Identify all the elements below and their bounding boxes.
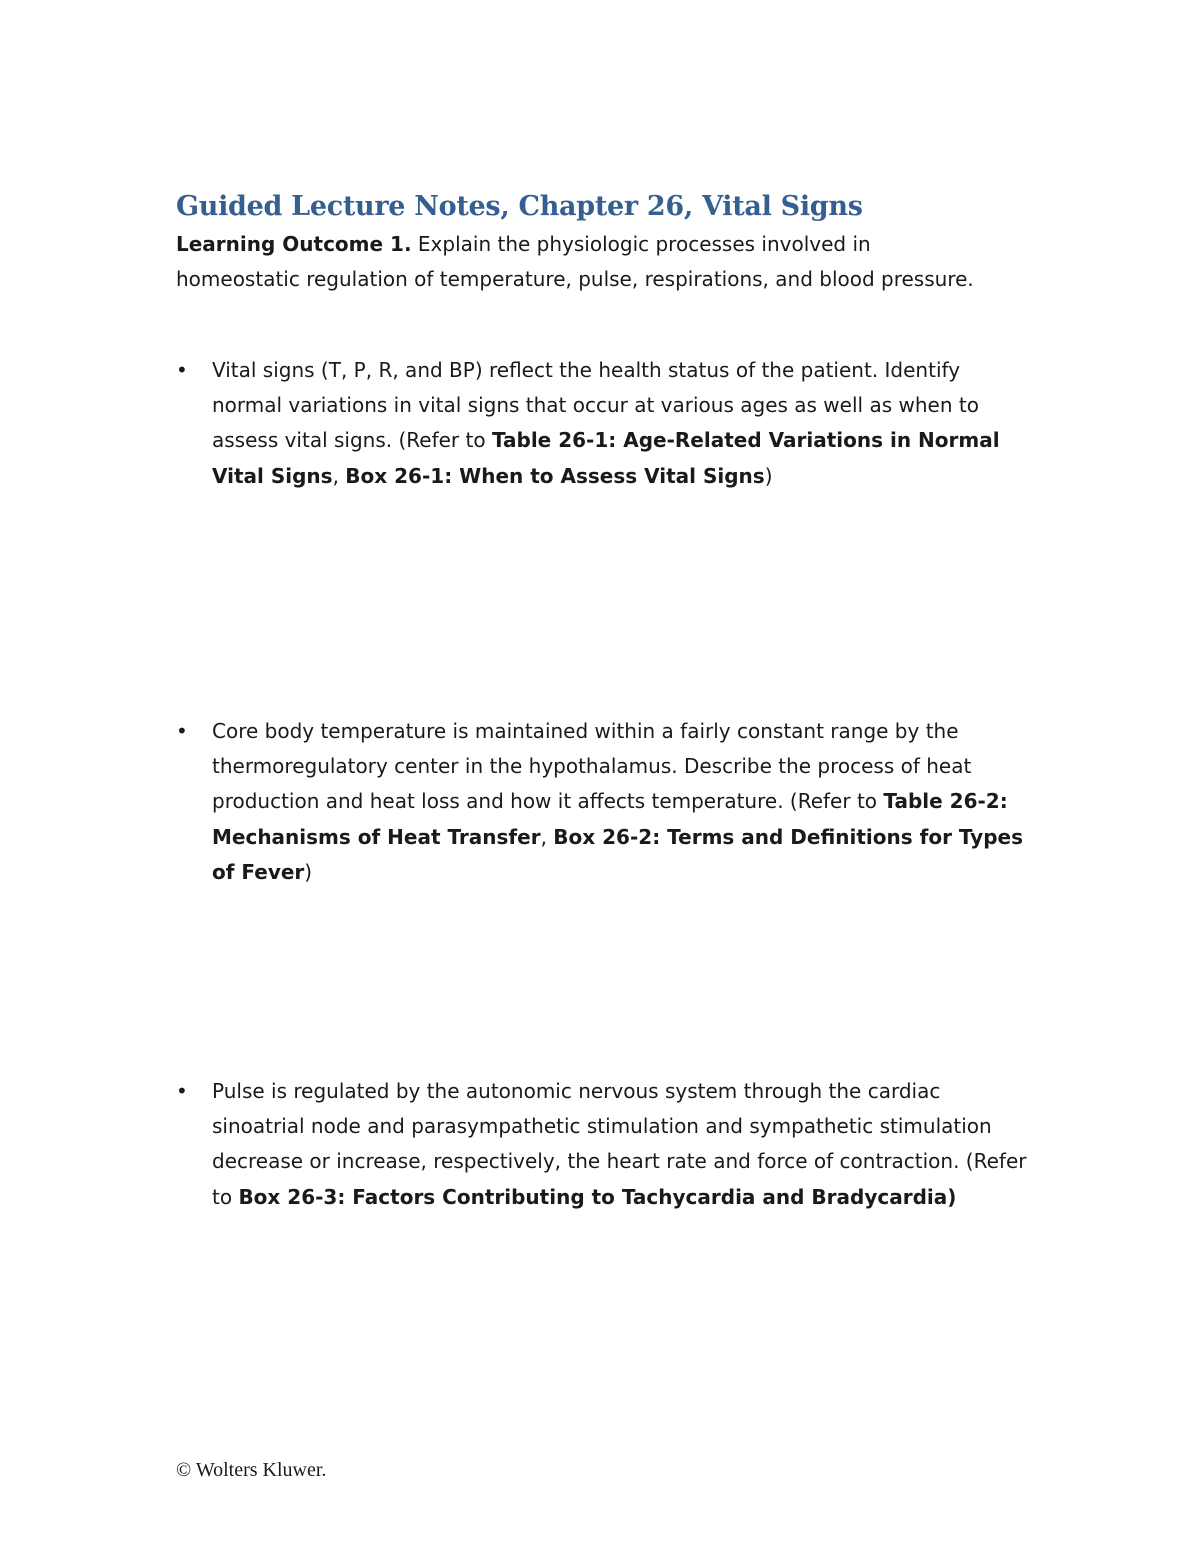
bullet-icon: • <box>176 1079 188 1103</box>
copyright-footer: © Wolters Kluwer. <box>176 1459 327 1481</box>
bullet-body: Vital signs (T, P, R, and BP) reflect the health status of the patient. Identify normal variations in vital signs that occur at various ages as well as when to assess vital signs. (Refer to <box>212 358 979 453</box>
reference-close: ) <box>304 859 313 884</box>
bullet-icon: • <box>176 719 188 743</box>
reference-box: Box 26-1: When to Assess Vital Signs <box>345 463 765 488</box>
bullet-text <box>212 353 1032 494</box>
reference-table: Table 26-1: Age-Related Variations in Normal Vital Signs <box>212 428 1000 488</box>
reference-table: Table 26-2: Mechanisms of Heat Transfer <box>212 789 1008 849</box>
bullet-text <box>212 714 1032 890</box>
learning-outcome-text: Explain the physiologic processes involved in homeostatic regulation of temperature, pulse, respirations, and blood pressure. <box>176 232 974 292</box>
page-title: Guided Lecture Notes, Chapter 26, Vital Signs <box>176 191 863 222</box>
learning-outcome <box>176 227 976 297</box>
reference-separator: , <box>332 463 346 488</box>
reference-box: Box 26-3: Factors Contributing to Tachycardia and Bradycardia) <box>238 1184 957 1209</box>
bullet-text <box>212 1074 1032 1215</box>
reference-box: Box 26-2: Terms and Definitions for Types of Fever <box>212 824 1023 884</box>
reference-separator: , <box>540 824 554 849</box>
learning-outcome-label: Learning Outcome 1. <box>176 232 412 256</box>
bullet-body: Pulse is regulated by the autonomic nervous system through the cardiac sinoatrial node and parasympathetic stimulation and sympathetic stimulation decrease or increase, respectively, the heart rate and force of contraction. (Refer to <box>212 1079 1027 1209</box>
reference-close: ) <box>764 463 773 488</box>
bullet-icon: • <box>176 358 188 382</box>
bullet-body: Core body temperature is maintained within a fairly constant range by the thermoregulatory center in the hypothalamus. Describe the process of heat production and heat loss and how it affects temperature. (Refer to <box>212 719 972 814</box>
